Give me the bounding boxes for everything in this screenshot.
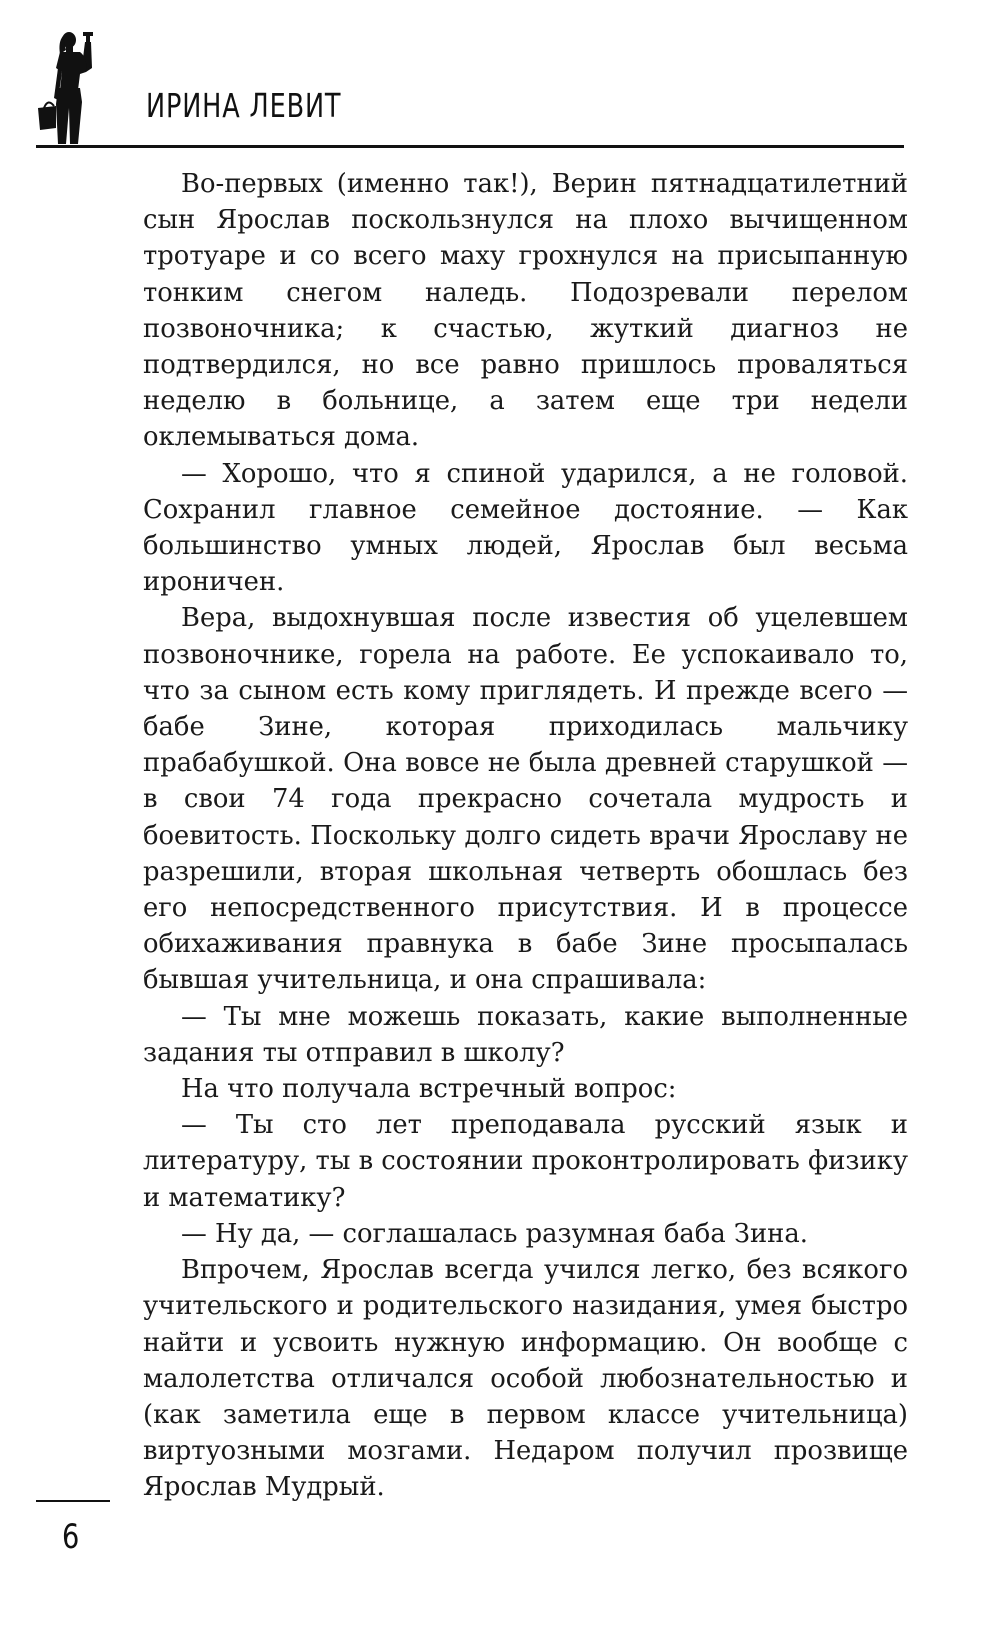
paragraph: На что получала встречный вопрос: bbox=[181, 1074, 677, 1105]
paragraph: — Ты мне можешь показать, какие выполненные задания ты отправил в школу? bbox=[143, 1001, 908, 1068]
running-header-author: ИРИНА ЛЕВИТ bbox=[146, 86, 342, 125]
paragraph: Во-первых (именно так!), Верин пятнадцатилетний сын Ярослав поскользнулся на плохо вычищенном тротуаре и со всего маху грохнулся на присыпанную тонким снегом наледь. Подозревали перелом позвоночника; к счастью, жуткий диагноз не подтвердился, но все равно пришлось проваляться неделю в больнице, а затем еще три недели оклемываться дома. bbox=[143, 169, 908, 453]
paragraph: Впрочем, Ярослав всегда учился легко, без всякого учительского и родительского назидания, умея быстро найти и усвоить нужную информацию. Он вообще с малолетства отличался особой любознательностью и (как заметила еще в первом классе учительница) виртуозными мозгами. Недаром получил прозвище Ярослав Мудрый. bbox=[143, 1255, 908, 1503]
page-header bbox=[0, 0, 1000, 150]
paragraph: — Ты сто лет преподавала русский язык и литературу, ты в состоянии проконтролировать физику и математику? bbox=[143, 1110, 908, 1213]
paragraph: — Ну да, — соглашалась разумная баба Зина. bbox=[181, 1218, 808, 1249]
paragraph: Вера, выдохнувшая после известия об уцелевшем позвоночнике, горела на работе. Ее успокаивало то, что за сыном есть кому приглядеть. И прежде всего — бабе Зине, которая приходилась мальчику прабабушкой. Она вовсе не была древней старушкой — в свои 74 года прекрасно сочетала мудрость и боевитость. Поскольку долго сидеть врачи Ярославу не разрешили, вторая школьная четверть обошлась без его непосредственного присутствия. И в процессе обихаживания правнука в бабе Зине просыпалась бывшая учительница, и она спрашивала: bbox=[143, 603, 908, 996]
woman-with-pistol-silhouette-icon bbox=[36, 28, 118, 146]
header-rule bbox=[36, 145, 904, 148]
body-text bbox=[143, 166, 908, 1506]
page-number: 6 bbox=[62, 1517, 80, 1557]
paragraph: — Хорошо, что я спиной ударился, а не головой. Сохранил главное семейное достояние. — Как большинство умных людей, Ярослав был весьма ироничен. bbox=[143, 458, 908, 598]
footer-rule bbox=[36, 1500, 110, 1502]
